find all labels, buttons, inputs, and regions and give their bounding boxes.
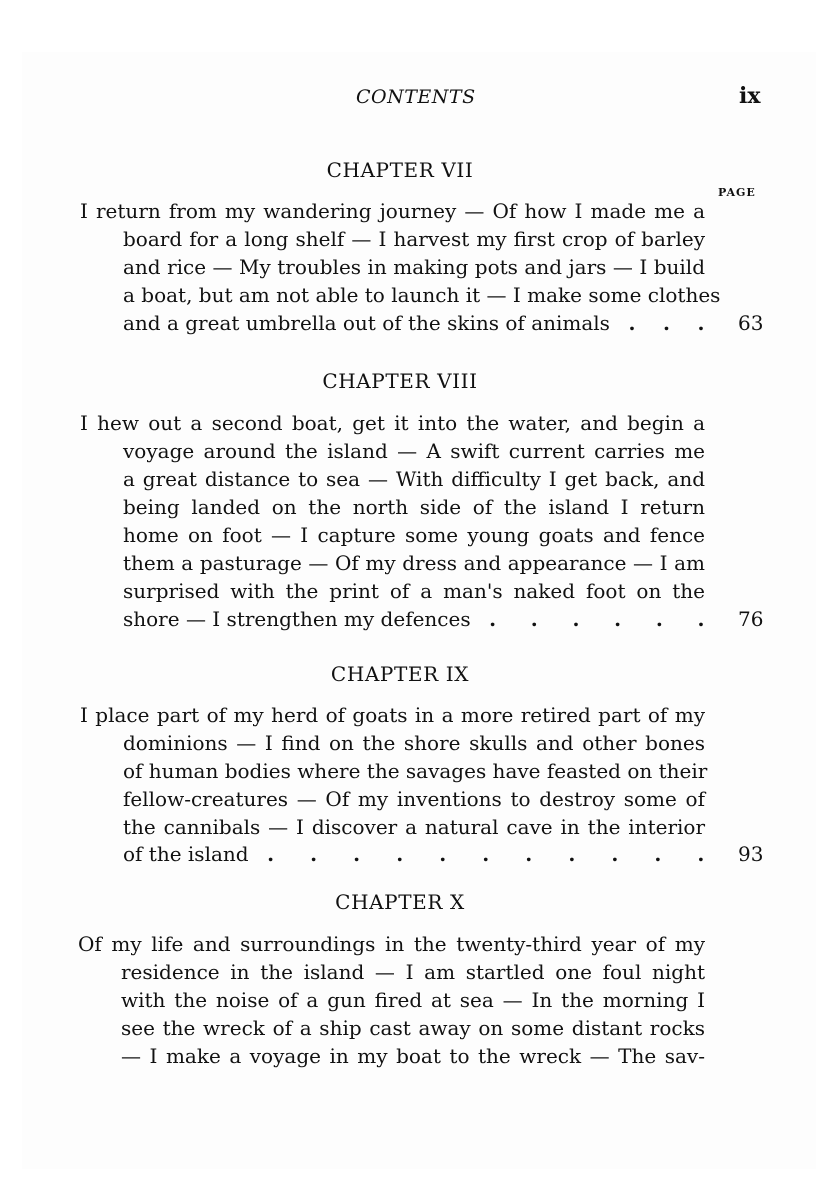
summary-line: voyage around the island — A swift current carries me [123, 439, 705, 463]
summary-line: I return from my wandering journey — Of how I made me a [80, 199, 705, 223]
leader-dot: . [525, 842, 533, 866]
leader-dot: . [628, 311, 636, 335]
leader-dot: . [530, 607, 538, 631]
summary-line: of human bodies where the savages have feasted on their [123, 759, 708, 783]
leader-dot: . [439, 842, 447, 866]
leader-dot: . [654, 842, 662, 866]
chapter-heading: CHAPTER VII [326, 158, 474, 182]
leader-dot: . [662, 311, 670, 335]
summary-last-line [123, 605, 705, 633]
summary-line: being landed on the north side of the island I return [123, 495, 705, 519]
page-number: 93 [738, 842, 764, 866]
leader-dot: . [353, 842, 361, 866]
summary-line: them a pasturage — Of my dress and appearance — I am [123, 551, 705, 575]
leader-dot: . [396, 842, 404, 866]
summary-line: with the noise of a gun fired at sea — In the morning I [121, 988, 705, 1012]
summary-line: — I make a voyage in my boat to the wreck — The sav- [121, 1044, 705, 1068]
dot-leaders [249, 840, 705, 868]
dot-leaders [471, 605, 705, 633]
summary-line: Of my life and surroundings in the twenty-third year of my [78, 932, 705, 956]
page-number: 63 [738, 311, 764, 335]
dot-leaders [610, 309, 705, 337]
summary-line: and a great umbrella out of the skins of animals [123, 311, 610, 335]
running-head [0, 83, 840, 116]
folio-page-number: ix [739, 83, 761, 109]
leader-dot: . [489, 607, 497, 631]
summary-line: and rice — My troubles in making pots and jars — I build [123, 255, 705, 279]
chapter-heading: CHAPTER IX [330, 662, 470, 686]
summary-line: a boat, but am not able to launch it — I make some clothes [123, 283, 721, 307]
leader-dot: . [267, 842, 275, 866]
summary-line: of the island [123, 842, 249, 866]
chapter-heading: CHAPTER VIII [322, 369, 478, 393]
summary-line: see the wreck of a ship cast away on some distant rocks [121, 1016, 705, 1040]
summary-line: board for a long shelf — I harvest my first crop of barley [123, 227, 705, 251]
running-title: CONTENTS [356, 86, 476, 108]
summary-line: I hew out a second boat, get it into the water, and begin a [80, 411, 705, 435]
summary-line: a great distance to sea — With difficulty I get back, and [123, 467, 705, 491]
leader-dot: . [310, 842, 318, 866]
leader-dot: . [568, 842, 576, 866]
summary-line: dominions — I find on the shore skulls and other bones [123, 731, 705, 755]
summary-line: I place part of my herd of goats in a more retired part of my [80, 703, 705, 727]
summary-line: home on foot — I capture some young goats and fence [123, 523, 705, 547]
leader-dot: . [697, 607, 705, 631]
leader-dot: . [614, 607, 622, 631]
summary-line: surprised with the print of a man's naked foot on the [123, 579, 705, 603]
summary-line: fellow-creatures — Of my inventions to destroy some of [123, 787, 705, 811]
summary-line: shore — I strengthen my defences [123, 607, 471, 631]
chapter-heading: CHAPTER X [335, 890, 465, 914]
leader-dot: . [572, 607, 580, 631]
summary-last-line [123, 309, 705, 337]
leader-dot: . [697, 311, 705, 335]
leader-dot: . [611, 842, 619, 866]
leader-dot: . [482, 842, 490, 866]
summary-last-line [123, 840, 705, 868]
leader-dot: . [697, 842, 705, 866]
summary-line: residence in the island — I am startled one foul night [121, 960, 705, 984]
page-column-label: PAGE [718, 186, 756, 199]
page-number: 76 [738, 607, 764, 631]
leader-dot: . [655, 607, 663, 631]
summary-line: the cannibals — I discover a natural cave in the interior [123, 815, 705, 839]
